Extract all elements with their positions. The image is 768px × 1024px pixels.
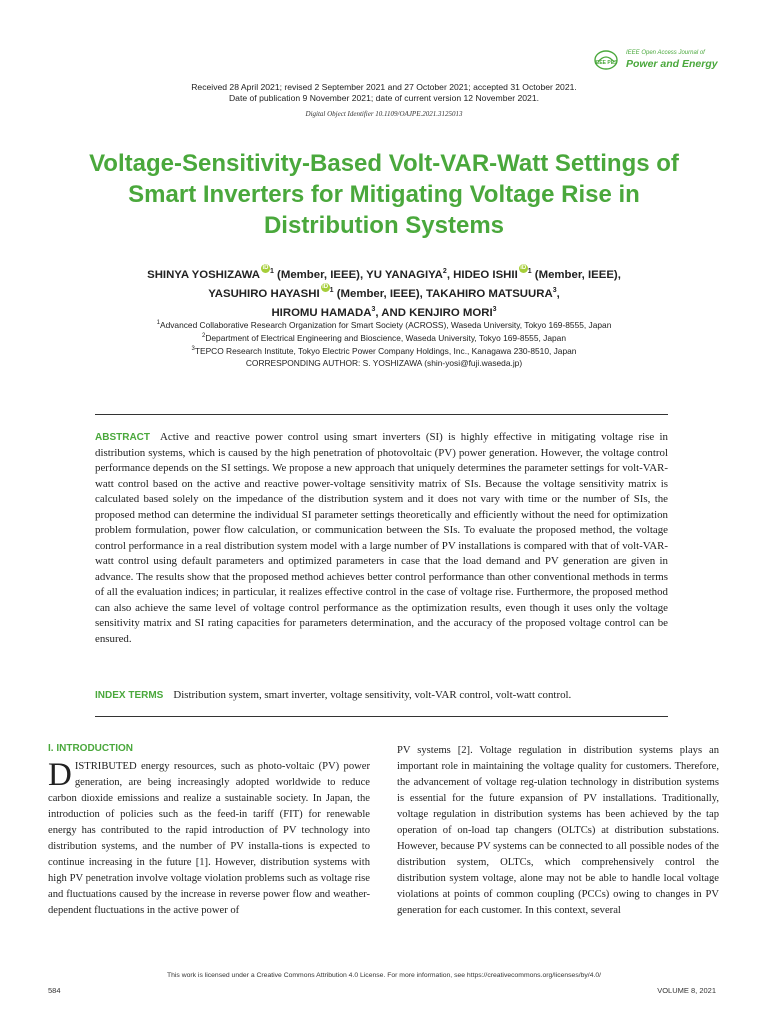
- paper-title: Voltage-Sensitivity-Based Volt-VAR-Watt Settings of Smart Inverters for Mitigating Voltage Rise in Distribution Systems: [89, 150, 679, 239]
- author-affil-sup: 3: [492, 305, 497, 313]
- divider-top: [95, 414, 668, 415]
- author-name: HIROMU HAMADA: [271, 306, 372, 319]
- affiliation-2: $^2$Department of Electrical Engineering and Bioscience, Waseda University, Tokyo 169-8555, Japan: [202, 333, 566, 343]
- journal-name: Power and Energy: [626, 58, 718, 70]
- author-name: TAKAHIRO MATSUURA: [425, 287, 553, 300]
- affiliation-3: $^3$TEPCO Research Institute, Tokyo Electric Power Company Holdings, Inc., Kanagawa 230-8510, Japan: [191, 346, 577, 357]
- author-affil-sup: 3: [371, 305, 376, 313]
- abstract: [95, 430, 668, 647]
- author-note: (Member, IEEE),: [333, 287, 426, 300]
- index-terms-label: INDEX TERMS: [95, 690, 164, 701]
- author-sep: , AND: [375, 306, 410, 319]
- orcid-icon[interactable]: iD: [322, 283, 329, 290]
- index-terms: [95, 688, 668, 703]
- doi: Digital Object Identifier 10.1109/OAJPE.2021.3125013: [305, 110, 463, 118]
- dates-line-2: Date of publication 9 November 2021; date of current version 12 November 2021.: [228, 93, 540, 103]
- orcid-icon[interactable]: iD: [520, 265, 527, 271]
- journal-line: IEEE Open Access Journal of: [626, 50, 705, 56]
- author-affil-sup: 1: [527, 268, 532, 275]
- publication-dates: [0, 82, 768, 104]
- author-name: YASUHIRO HAYASHI: [208, 287, 320, 300]
- author-sep: ,: [446, 268, 454, 281]
- author-name: YU YANAGIYA: [366, 268, 443, 281]
- page-number: 584: [48, 986, 61, 995]
- body-text-left: ISTRIBUTED energy resources, such as photo-voltaic (PV) power generation, are being increasingly adopted worldwide to reduce carbon dioxide emissions and realize a sustainable society. In Japan, the introduction of policies such as the feed-in tariff (FIT) for renewable energy has contributed to the rapid introduction of PV technology into distribution systems, and the number of PV installa-tions is expected to continue increasing in the future [1]. However, distribution systems with high PV penetration involve voltage violation problems such as voltage rise and fluctuations caused by the increase in reverse power flow and weather-dependent fluctuations in the active power of: [48, 761, 370, 916]
- abstract-label: ABSTRACT: [95, 432, 150, 443]
- body-text-right: PV systems [2]. Voltage regulation in distribution systems plays an important role in maintaining the voltage quality for customers. Therefore, the advancement of voltage reg-ulation technology in distribution systems is essential for the future expansion of PV installations. Traditionally, voltage regulation in distribution systems has been achieved by the tap operation of on-load tap changers (OLTCs) at distribution substations. However, because PV systems can be connected to all possible nodes of the distribution system, OLTCs, which comprehensively control the distribution system voltage, alone may not be able to handle local voltage violations at points of common coupling (PCCs) owing to changes in PV generation for each customer. In this context, several: [397, 745, 719, 916]
- corresponding-author: CORRESPONDING AUTHOR: S. YOSHIZAWA (shin-yosi@fuji.waseda.jp): [245, 357, 523, 368]
- author-list: [84, 264, 684, 320]
- author-affil-sup: 2: [442, 268, 447, 275]
- abstract-text: Active and reactive power control using smart inverters (SI) is highly effective in mitigating voltage rise in distribution systems, which is caused by the high penetration of photovoltaic (PV) power generation. However, the voltage control performance depends on the SI settings. We propose a new approach that uniquely determines the parameter settings for volt-VAR-watt control based on the active and reactive power-voltage sensitivity matrix of SIs. Because the voltage sensitivity matrix is calculated based solely on the impedance of the distribution system and it does not vary with time or the number of SIs, the proposed method can determine the individual SI parameter settings theoretically and efficiently without the need for optimization problem formulation, power flow calculation, or communication between the SIs. To evaluate the proposed method, the voltage control performance in a real distribution system model with a large number of PV installations is compared with that of volt-VAR-watt control using default parameters and optimized parameters in case that the load demand and PV generation are given in advance. The results show that the proposed method achieves better control performance than other conventional methods in terms of all the evaluation indices; in particular, it realizes effective control in the case of voltage rise. Furthermore, the proposed method can also achieve the same level of voltage control performance as the optimization results, even though it uses only the voltage sensitivity matrix and SI rating capacities for parameters determination, and the accuracy of the proposed voltage control can be ensured.: [95, 431, 668, 645]
- drop-cap: D: [48, 757, 72, 793]
- divider-bottom: [95, 716, 668, 717]
- author-name: KENJIRO MORI: [409, 306, 493, 319]
- author-name: HIDEO ISHII: [453, 268, 518, 281]
- ieee-pes-logo-icon: [594, 50, 618, 70]
- journal-logo: [594, 46, 724, 74]
- author-affil-sup: 3: [552, 286, 557, 294]
- section-heading: I. INTRODUCTION: [48, 743, 133, 754]
- author-affil-sup: 1: [269, 268, 274, 275]
- orcid-icon[interactable]: iD: [262, 265, 269, 271]
- author-affil-sup: 1: [329, 286, 334, 294]
- author-name: SHINYA YOSHIZAWA: [147, 268, 260, 281]
- affiliation-1: $^1$Advanced Collaborative Research Organization for Smart Society (ACROSS), Waseda University, Tokyo 169-8555, Japan: [156, 319, 612, 330]
- license-note: This work is licensed under a Creative Commons Attribution 4.0 License. For more information, see https://creativecommons.org/licenses/by/4.0/: [166, 972, 602, 979]
- volume-label: VOLUME 8, 2021: [657, 986, 716, 995]
- author-sep: ,: [556, 287, 560, 300]
- body-column-right: [397, 743, 719, 919]
- author-note: (Member, IEEE),: [273, 268, 367, 281]
- logo-text: IEEE PES: [594, 60, 618, 66]
- index-terms-text: Distribution system, smart inverter, voltage sensitivity, volt-VAR control, volt-watt control.: [173, 689, 572, 701]
- dates-line-1: Received 28 April 2021; revised 2 September 2021 and 27 October 2021; accepted 31 October 2021.: [191, 82, 577, 92]
- body-column-left: [48, 759, 370, 919]
- affiliations: [0, 318, 768, 369]
- author-note: (Member, IEEE),: [531, 268, 621, 281]
